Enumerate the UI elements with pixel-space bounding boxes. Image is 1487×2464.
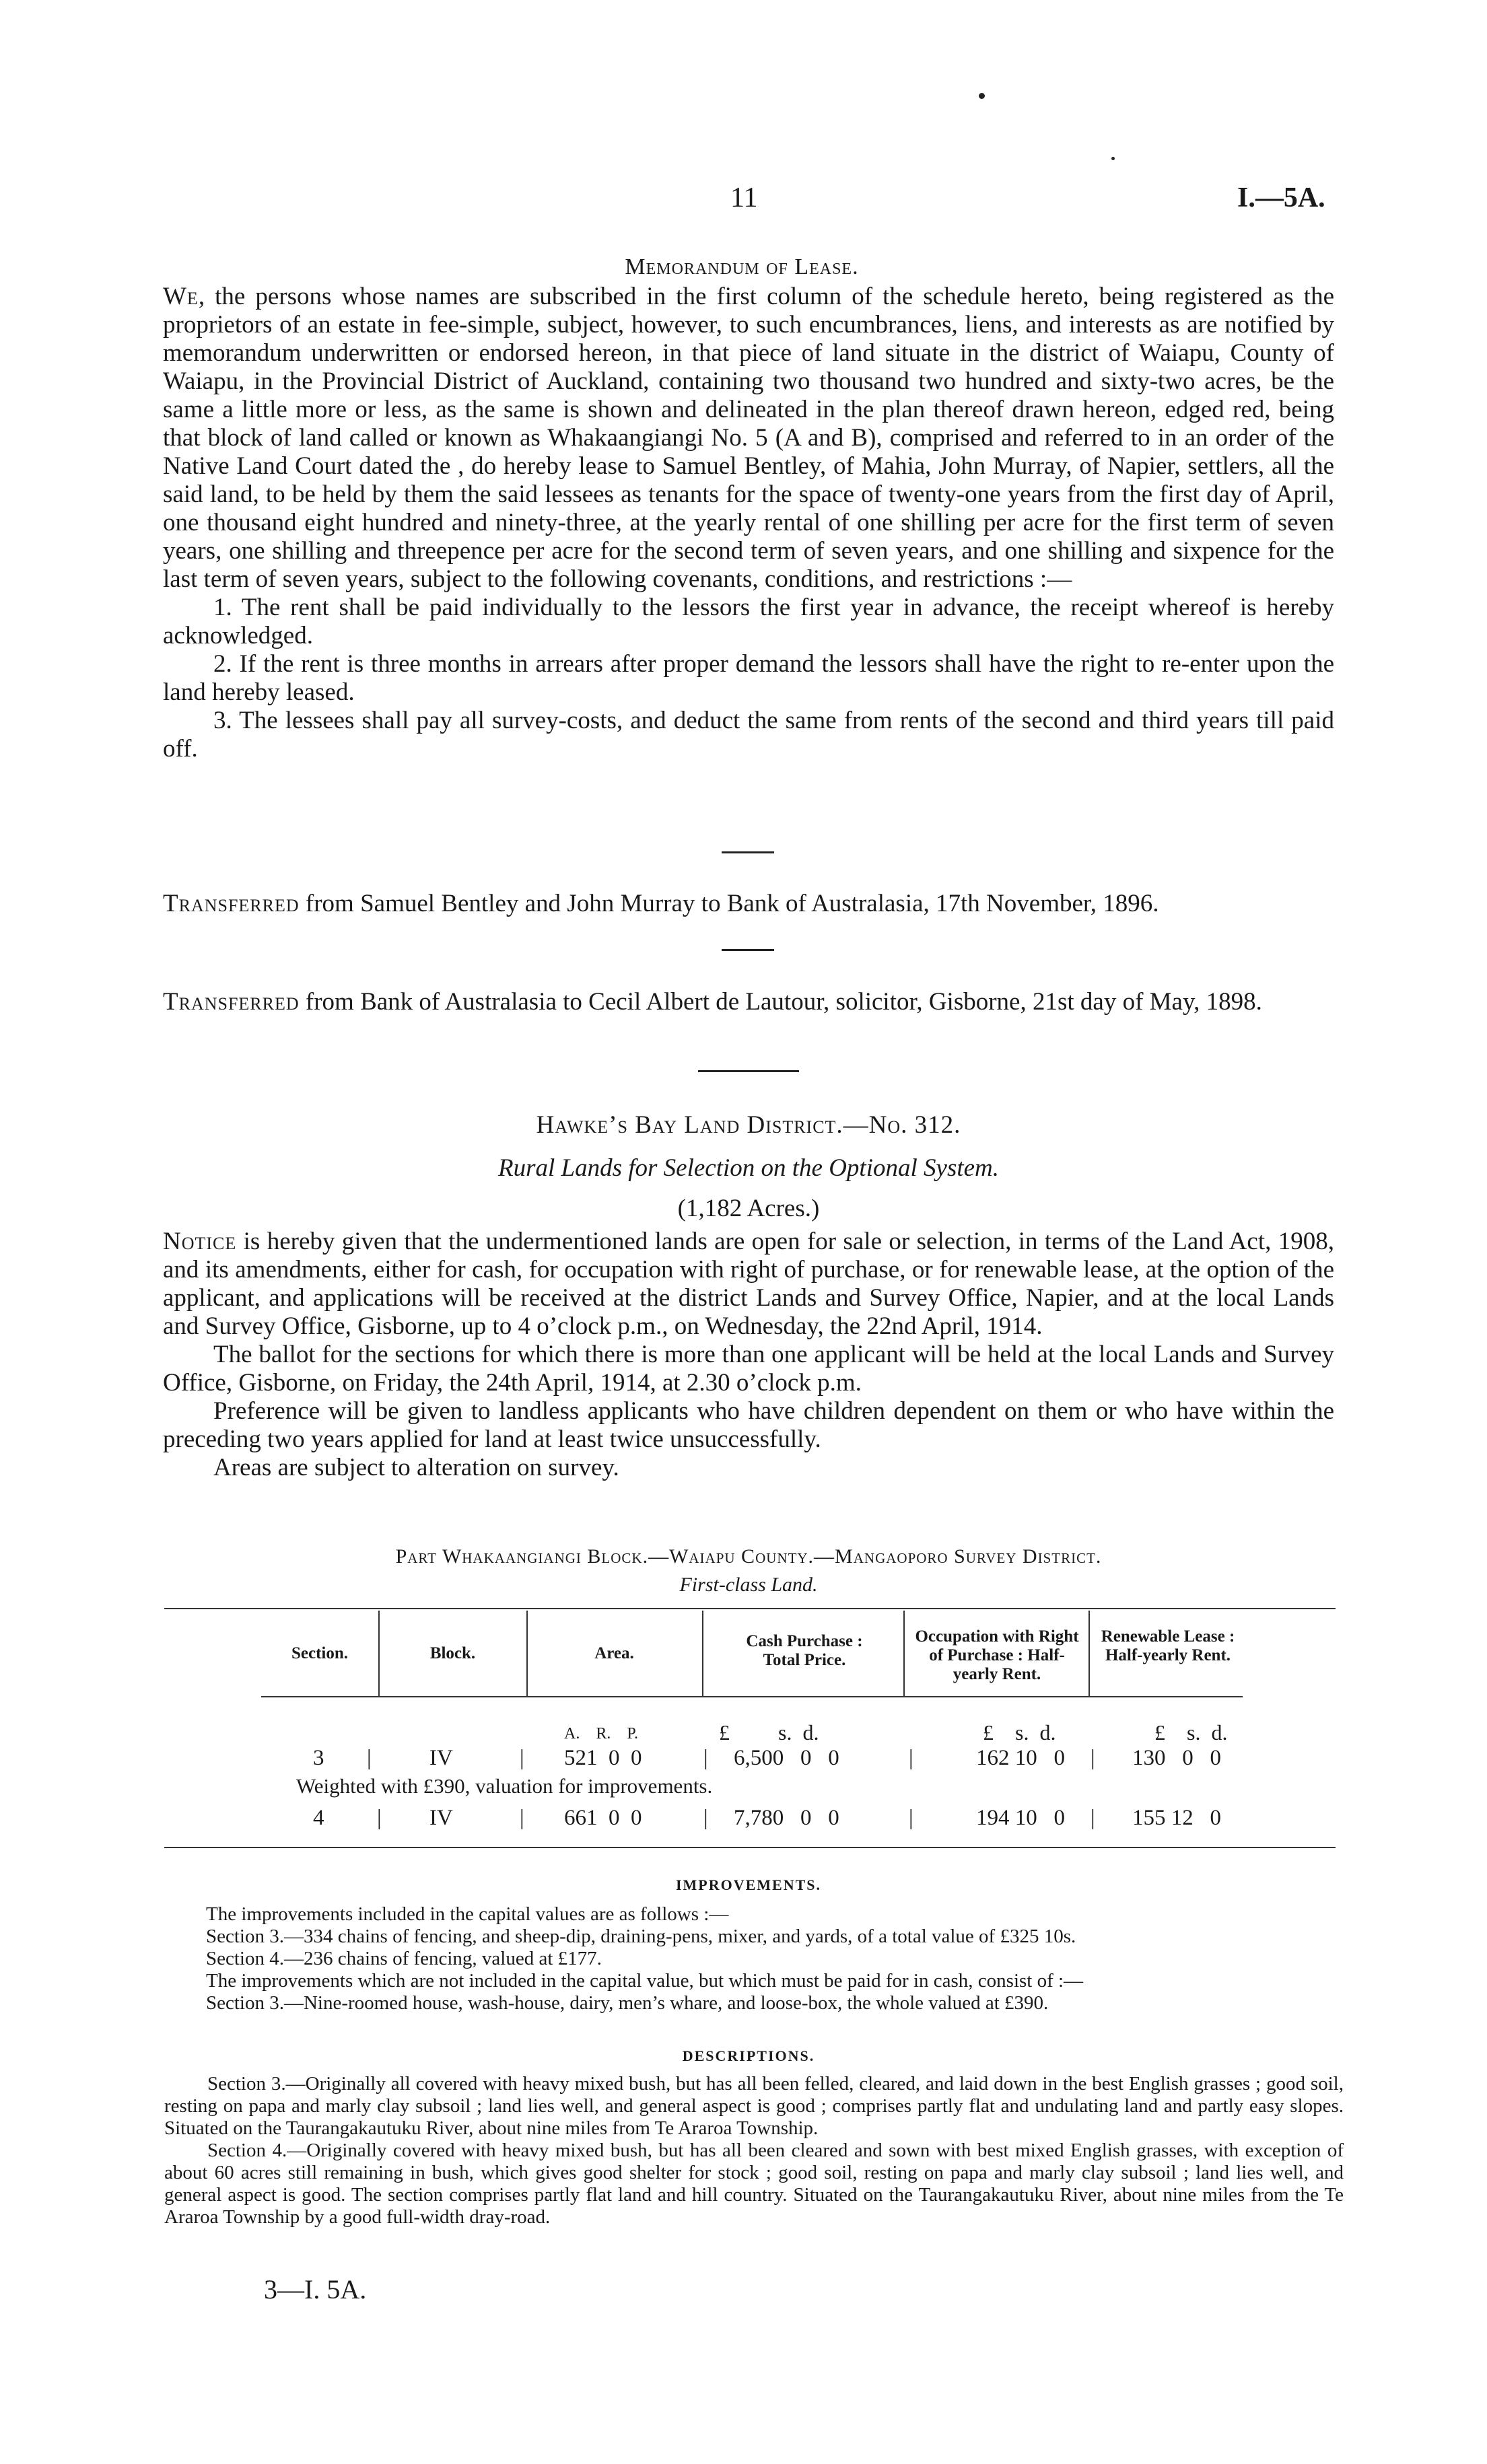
table-column-divider (526, 1611, 528, 1696)
cell-area: 661 0 0 (564, 1806, 642, 1830)
notice-body (163, 1228, 1334, 1482)
cell-occupation-rent: 194 10 0 (976, 1806, 1065, 1830)
improvements-line-4: The improvements which are not included in the capital value, but which must be paid for in cash, consist of :— (206, 1970, 1084, 1992)
improvements-line-5: Section 3.—Nine-roomed house, wash-house, dairy, men’s whare, and loose-box, the whole valued at £390. (206, 1992, 1049, 2014)
notice-lead: Notice (163, 1228, 237, 1255)
section-separator-rule (698, 1070, 799, 1072)
notice-acres: (1,182 Acres.) (677, 1195, 820, 1222)
improvements-line-2: Section 3.—334 chains of fencing, and sheep-dip, draining-pens, mixer, and yards, of a total value of £325 10s. (206, 1926, 1076, 1947)
signature-mark: 3—I. 5A. (264, 2274, 367, 2304)
memorandum-title: Memorandum of Lease. (625, 254, 859, 279)
cell-occupation-rent: 162 10 0 (976, 1746, 1065, 1770)
table-header-rule (261, 1696, 1243, 1697)
improvements-line-1: The improvements included in the capital values are as follows :— (206, 1903, 729, 1925)
cell-separator: | (909, 1806, 913, 1830)
notice-title: Hawke’s Bay Land District.—No. 312. (536, 1111, 961, 1139)
occupation-units: £ s. d. (983, 1720, 1056, 1745)
improvements-title: IMPROVEMENTS. (675, 1876, 822, 1893)
cell-block: IV (429, 1746, 453, 1770)
table-bottom-rule (164, 1847, 1336, 1848)
renewable-units: £ s. d. (1154, 1720, 1228, 1745)
cell-renewable-rent: 130 0 0 (1132, 1746, 1221, 1770)
notice-paragraph-3: Preference will be given to landless applicants who have children dependent on them or who have within the preceding two years applied for land at least twice unsuccessfully. (163, 1397, 1334, 1453)
cell-separator: | (909, 1746, 913, 1770)
scan-speck (979, 93, 985, 99)
covenant-3: 3. The lessees shall pay all survey-costs, and deduct the same from rents of the second and third years till paid off. (163, 707, 1334, 763)
cell-separator: | (703, 1746, 708, 1770)
notice-paragraph-2: The ballot for the sections for which there is more than one applicant will be held at the local Lands and Survey Office, Gisborne, on Friday, the 24th April, 1914, at 2.30 o’clock p.m. (163, 1341, 1334, 1397)
memorandum-intro-text: , the persons whose names are subscribed in the first column of the schedule hereto, being registered as the proprietors of an estate in fee-simple, subject, however, to such encumbrances, liens, and interests as are notified by memorandum underwritten or endorsed hereon, in that piece of land situate in the district of Waiapu, County of Waiapu, in the Provincial District of Auckland, containing two thousand two hundred and sixty-two acres, be the same a little more or less, as the same is shown and delineated in the plan thereof drawn hereon, edged red, being that block of land called or known as Whakaangiangi No. 5 (A and B), comprised and referred to in an order of the Native Land Court dated the , do hereby lease to Samuel Bentley, of Mahia, John Murray, of Napier, settlers, all the said land, to be held by them the said lessees as tenants for the space of twenty-one years from the first day of April, one thousand eight hundred and ninety-three, at the yearly rental of one shilling per acre for the first term of seven years, one shilling and threepence per acre for the second term of seven years, and one shilling and sixpence for the last term of seven years, subject to the following covenants, conditions, and restrictions :— (163, 283, 1334, 593)
land-class-title: First-class Land. (679, 1574, 818, 1596)
table-column-divider (903, 1611, 905, 1696)
block-title: Part Whakaangiangi Block.—Waiapu County.—Mangaoporo Survey District. (395, 1545, 1102, 1568)
column-header-section: Section. (291, 1644, 349, 1662)
column-header-renewable-lease: Renewable Lease : Half-yearly Rent. (1101, 1627, 1235, 1664)
document-reference: I.—5A. (1237, 182, 1325, 213)
notice-subtitle: Rural Lands for Selection on the Optional System. (497, 1154, 1000, 1182)
cash-units: £ s. d. (719, 1720, 819, 1745)
notice-paragraph-1-text: is hereby given that the undermentioned lands are open for sale or selection, in terms of the Land Act, 1908, and its amendments, either for cash, for occupation with right of purchase, or for renewable lease, at the option of the applicant, and applications will be received at the district Lands and Survey Office, Napier, and at the local Lands and Survey Office, Gisborne, up to 4 o’clock p.m., on Wednesday, the 22nd April, 1914. (163, 1228, 1334, 1340)
transfer-1 (163, 890, 1334, 918)
column-header-area: Area. (594, 1644, 634, 1662)
transfer-2 (163, 988, 1334, 1016)
description-section-4: Section 4.—Originally covered with heavy mixed bush, but has all been cleared and sown with best mixed English grasses, with exception of about 60 acres still remaining in bush, which gives good shelter for stock ; good soil, resting on papa and marly clay subsoil ; land lies well, and general aspect is good. The section comprises partly flat land and hill country. Situated on the Taurangakautuku River, about nine miles from the Te Araroa Township by a good full-width dray-road. (164, 2140, 1344, 2228)
cell-separator: | (1091, 1746, 1095, 1770)
column-header-occupation: Occupation with Right of Purchase : Half-yearly Rent. (915, 1627, 1079, 1683)
cell-separator: | (377, 1806, 382, 1830)
table-row-section-3 (0, 1745, 1487, 1772)
transfer-2-text: from Bank of Australasia to Cecil Albert de Lautour, solicitor, Gisborne, 21st day of May, 1898. (299, 988, 1262, 1016)
memorandum-intro (163, 283, 1334, 594)
page-number: 11 (730, 182, 758, 213)
memorandum-lead: We (163, 283, 199, 310)
cell-cash-purchase: 6,500 0 0 (734, 1746, 839, 1770)
cell-separator: | (520, 1806, 524, 1830)
table-top-rule (164, 1608, 1336, 1609)
transfer-1-lead: Transferred (163, 890, 300, 917)
divider-rule (722, 851, 774, 853)
column-header-cash-purchase: Cash Purchase : Total Price. (746, 1632, 863, 1669)
covenant-2: 2. If the rent is three months in arrears after proper demand the lessors shall have the right to re-enter upon the land hereby leased. (163, 650, 1334, 706)
area-units: A. R. P. (564, 1725, 639, 1743)
column-header-block: Block. (429, 1644, 476, 1662)
descriptions-body (164, 2073, 1344, 2228)
cell-section: 4 (313, 1806, 324, 1830)
cell-renewable-rent: 155 12 0 (1132, 1806, 1221, 1830)
cell-cash-purchase: 7,780 0 0 (734, 1806, 839, 1830)
cell-section: 3 (313, 1746, 324, 1770)
table-column-divider (702, 1611, 703, 1696)
covenant-1: 1. The rent shall be paid individually to the lessors the first year in advance, the receipt whereof is hereby acknowledged. (163, 594, 1334, 649)
improvements-body (206, 1903, 1344, 2014)
transfer-2-lead: Transferred (163, 988, 300, 1016)
notice-paragraph-4: Areas are subject to alteration on survey. (213, 1454, 619, 1481)
table-row-section-4 (0, 1805, 1487, 1832)
description-section-3: Section 3.—Originally all covered with heavy mixed bush, but has all been felled, cleared, and laid down in the best English grasses ; good soil, resting on papa and marly clay subsoil ; land lies well, and general aspect is good ; comprises partly flat and undulating land and partly easy slopes. Situated on the Taurangakautuku River, about nine miles from Te Araroa Township. (164, 2073, 1344, 2139)
transfer-1-text: from Samuel Bentley and John Murray to Bank of Australasia, 17th November, 1896. (299, 890, 1159, 917)
table-column-divider (1088, 1611, 1090, 1696)
cell-separator: | (367, 1746, 372, 1770)
cell-separator: | (520, 1746, 524, 1770)
divider-rule (722, 949, 774, 951)
cell-area: 521 0 0 (564, 1746, 642, 1770)
descriptions-title: DESCRIPTIONS. (682, 2047, 815, 2064)
cell-separator: | (703, 1806, 708, 1830)
improvements-line-3: Section 4.—236 chains of fencing, valued at £177. (206, 1948, 602, 1969)
scan-speck (1111, 157, 1115, 160)
cell-block: IV (429, 1806, 453, 1830)
memorandum-body (163, 283, 1334, 763)
notice-paragraph-1 (163, 1228, 1334, 1341)
table-note: Weighted with £390, valuation for improvements. (296, 1774, 713, 1798)
table-column-divider (378, 1611, 380, 1696)
cell-separator: | (1091, 1806, 1095, 1830)
